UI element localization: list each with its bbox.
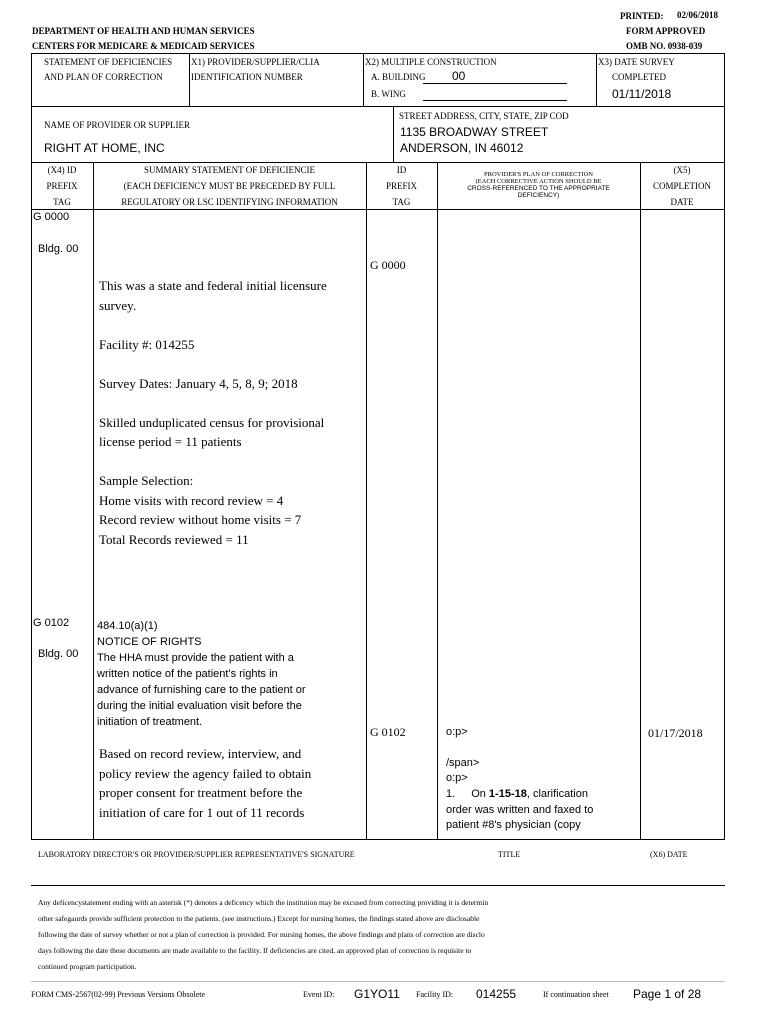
plan-header-line2: (EACH CORRECTIVE ACTION SHOULD BE — [475, 178, 602, 185]
printed-label: PRINTED: — [620, 11, 664, 21]
provider-name-value: RIGHT AT HOME, INC — [44, 141, 165, 155]
printed-date: 02/06/2018 — [677, 10, 719, 20]
plan-line4 — [446, 788, 588, 800]
plan-header-line3: CROSS-REFERENCED TO THE APPROPRIATE — [467, 185, 610, 192]
address-line1: 1135 BROADWAY STREET — [400, 125, 549, 139]
regulation-line: during the initial evaluation visit before the — [97, 700, 302, 712]
event-id-label: Event ID: — [303, 990, 335, 999]
entry2-bldg: Bldg. 00 — [38, 648, 79, 660]
entry1-id-tag: G 0000 — [370, 258, 406, 272]
entry1-line — [99, 315, 327, 335]
regulation-line: The HHA must provide the patient with a — [97, 652, 294, 664]
entry1-line: Record review without home visits = 7 — [99, 512, 302, 527]
plan-rest: , clarification — [526, 788, 588, 800]
finding-line: initiation of care for 1 out of 11 records — [99, 804, 305, 820]
building-value: 00 — [452, 69, 466, 83]
plan-line2: /span> — [446, 757, 480, 769]
form-approved: FORM APPROVED — [626, 26, 706, 36]
entry1-line — [99, 452, 327, 472]
finding-line: policy review the agency failed to obtain — [99, 765, 312, 781]
centers-name: CENTERS FOR MEDICARE & MEDICAID SERVICES — [32, 41, 255, 51]
entry1-line: Skilled unduplicated census for provisional — [99, 414, 325, 430]
plan-line6: patient #8's physician (copy — [446, 819, 581, 831]
plan-item-number: 1. — [446, 788, 456, 800]
provider-name-label: NAME OF PROVIDER OR SUPPLIER — [44, 120, 191, 130]
date-survey-label-line2: COMPLETED — [612, 72, 666, 82]
plan-line3: o:p> — [446, 772, 468, 784]
entry1-line: license period = 11 patients — [99, 434, 242, 449]
completion-date: 01/17/2018 — [648, 726, 703, 740]
disclaimer-line: other safegaurds provide sufficient protection to the patients. (see instructions.) Except for nursing homes, the findings stated above are disclosable — [38, 914, 480, 923]
entry2-tag: G 0102 — [33, 617, 70, 629]
department-name: DEPARTMENT OF HEALTH AND HUMAN SERVICES — [32, 26, 255, 36]
entry2-id-tag: G 0102 — [370, 725, 406, 739]
x6-date-label: (X6) DATE — [650, 850, 688, 859]
plan-line1: o:p> — [446, 726, 468, 738]
address-line2: ANDERSON, IN 46012 — [400, 141, 524, 155]
omb-number: OMB NO. 0938-039 — [626, 41, 703, 51]
disclaimer-line: following the date of survey whether or not a plan of correction is provided. For nursing homes, the above findings and plans of correction are disclo — [38, 930, 485, 939]
summary-header-line3: REGULATORY OR LSC IDENTIFYING INFORMATION — [121, 197, 338, 207]
plan-line5: order was written and faxed to — [446, 804, 594, 816]
continuation-label: If continuation sheet — [543, 990, 609, 999]
regulation-line: 484.10(a)(1) — [97, 620, 158, 632]
entry1-line — [99, 354, 327, 374]
summary-header-line2: (EACH DEFICIENCY MUST BE PRECEDED BY FULL — [123, 181, 336, 191]
provider-id-label-line1: X1) PROVIDER/SUPPLIER/CLIA — [191, 57, 320, 67]
entry1-tag: G 0000 — [33, 211, 70, 223]
x4-header-line1: (X4) ID — [47, 165, 77, 175]
entry1-line: This was a state and federal initial licensure — [99, 278, 327, 293]
entry1-line: Survey Dates: January 4, 5, 8, 9; 2018 — [99, 375, 298, 391]
plan-date: 1-15-18 — [488, 788, 527, 800]
entry1-line: survey. — [99, 297, 137, 313]
wing-label: B. WING — [371, 89, 406, 99]
id-header-line3: TAG — [392, 197, 411, 207]
facility-id-value: 014255 — [476, 987, 517, 1001]
entry1-line: Sample Selection: — [99, 473, 194, 488]
entry2-regulation — [97, 618, 306, 730]
regulation-line: written notice of the patient's rights in — [97, 668, 278, 680]
entry1-line: Facility #: 014255 — [99, 336, 195, 352]
disclaimer-line: days following the date these documents are made available to the facility. If deficiencies are cited, an approved plan of correction is requisite to — [38, 946, 472, 955]
multiple-construction-label: X2) MULTIPLE CONSTRUCTION — [365, 57, 497, 67]
address-label: STREET ADDRESS, CITY, STATE, ZIP COD — [399, 111, 569, 121]
director-signature-label: LABORATORY DIRECTOR'S OR PROVIDER/SUPPLIER REPRESENTATIVE'S SIGNATURE — [38, 850, 355, 859]
entry2-findings — [99, 744, 311, 822]
regulation-line: NOTICE OF RIGHTS — [97, 636, 202, 648]
regulation-line: initiation of treatment. — [97, 716, 203, 728]
statement-label-line1: STATEMENT OF DEFICIENCIES — [44, 57, 173, 67]
id-header-line2: PREFIX — [385, 181, 417, 191]
form-number: FORM CMS-2567(02-99) Previous Versions Obsolete — [31, 990, 206, 999]
facility-id-label: Facility ID: — [416, 990, 454, 999]
x5-header-line2: COMPLETION — [653, 181, 711, 191]
title-label: TITLE — [498, 850, 521, 859]
summary-header-line1: SUMMARY STATEMENT OF DEFICIENCIE — [143, 165, 316, 175]
x5-header-line3: DATE — [670, 197, 694, 207]
entry1-text — [99, 276, 327, 549]
entry1-line: Total Records reviewed = 11 — [99, 531, 249, 547]
entry1-line: Home visits with record review = 4 — [99, 492, 284, 508]
building-label: A. BUILDING — [371, 72, 426, 82]
id-header-line1: ID — [396, 165, 407, 175]
disclaimer — [38, 895, 488, 975]
x5-header-line1: (X5) — [673, 165, 691, 175]
statement-label-line2: AND PLAN OF CORRECTION — [44, 72, 163, 82]
plan-header-line1: PROVIDER'S PLAN OF CORRECTION — [484, 171, 593, 178]
plan-on: On — [471, 788, 489, 800]
event-id-value: G1YO11 — [354, 987, 400, 1001]
date-survey-value: 01/11/2018 — [612, 87, 672, 101]
disclaimer-line: Any deficencystatement ending with an asterisk (*) denotes a deficency which the institution may be excused from correcting providing it is determin — [38, 898, 489, 907]
page-number: Page 1 of 28 — [633, 987, 702, 1001]
finding-line: proper consent for treatment before the — [99, 785, 303, 800]
x4-header-line2: PREFIX — [46, 181, 78, 191]
regulation-line: advance of furnishing care to the patient or — [97, 684, 306, 696]
entry1-line — [99, 393, 327, 413]
provider-id-label-line2: IDENTIFICATION NUMBER — [191, 72, 303, 82]
x4-header-line3: TAG — [53, 197, 71, 207]
disclaimer-line: continued program participation. — [38, 962, 137, 971]
entry1-bldg: Bldg. 00 — [38, 243, 79, 255]
date-survey-label-line1: X3) DATE SURVEY — [598, 57, 675, 67]
plan-header-line4: DEFICIENCY) — [517, 192, 560, 199]
finding-line: Based on record review, interview, and — [99, 746, 302, 761]
